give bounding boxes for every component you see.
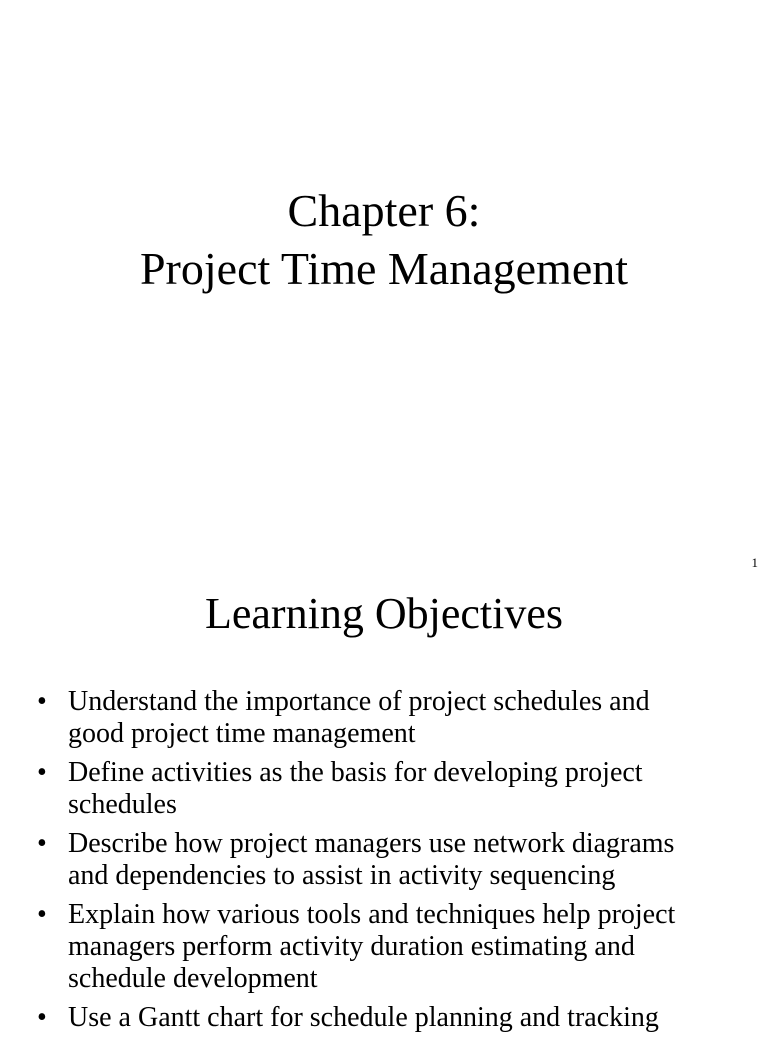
learning-objectives-list [37,686,727,1041]
learning-objectives-title: Learning Objectives [205,589,563,638]
list-item [37,828,727,892]
bullet-icon: • [37,757,47,788]
list-item-line: Understand the importance of project schedules and [68,686,650,717]
chapter-title-line-1: Chapter 6: [287,185,481,236]
list-item-line: and dependencies to assist in activity sequencing [68,860,616,891]
list-item [37,899,727,995]
list-item [37,686,727,750]
bullet-icon: • [37,828,47,859]
list-item-line: schedules [68,789,177,820]
list-item-line: Explain how various tools and techniques help project [68,899,676,930]
list-item-line: Define activities as the basis for developing project [68,757,643,788]
list-item [37,1002,727,1034]
list-item-line: Describe how project managers use network diagrams [68,828,675,859]
bullet-icon: • [37,1002,47,1033]
learning-objectives-slide [0,576,768,1033]
list-item-line: Use a Gantt chart for schedule planning and tracking [68,1002,659,1033]
list-item [37,757,727,821]
chapter-title [0,182,768,298]
list-item-line: good project time management [68,718,416,749]
list-item-line: schedule development [68,963,318,994]
page-number: 1 [751,555,758,570]
list-item-line: managers perform activity duration estimating and [68,931,635,962]
bullet-icon: • [37,899,47,930]
bullet-icon: • [37,686,47,717]
chapter-title-line-2: Project Time Management [139,243,629,294]
